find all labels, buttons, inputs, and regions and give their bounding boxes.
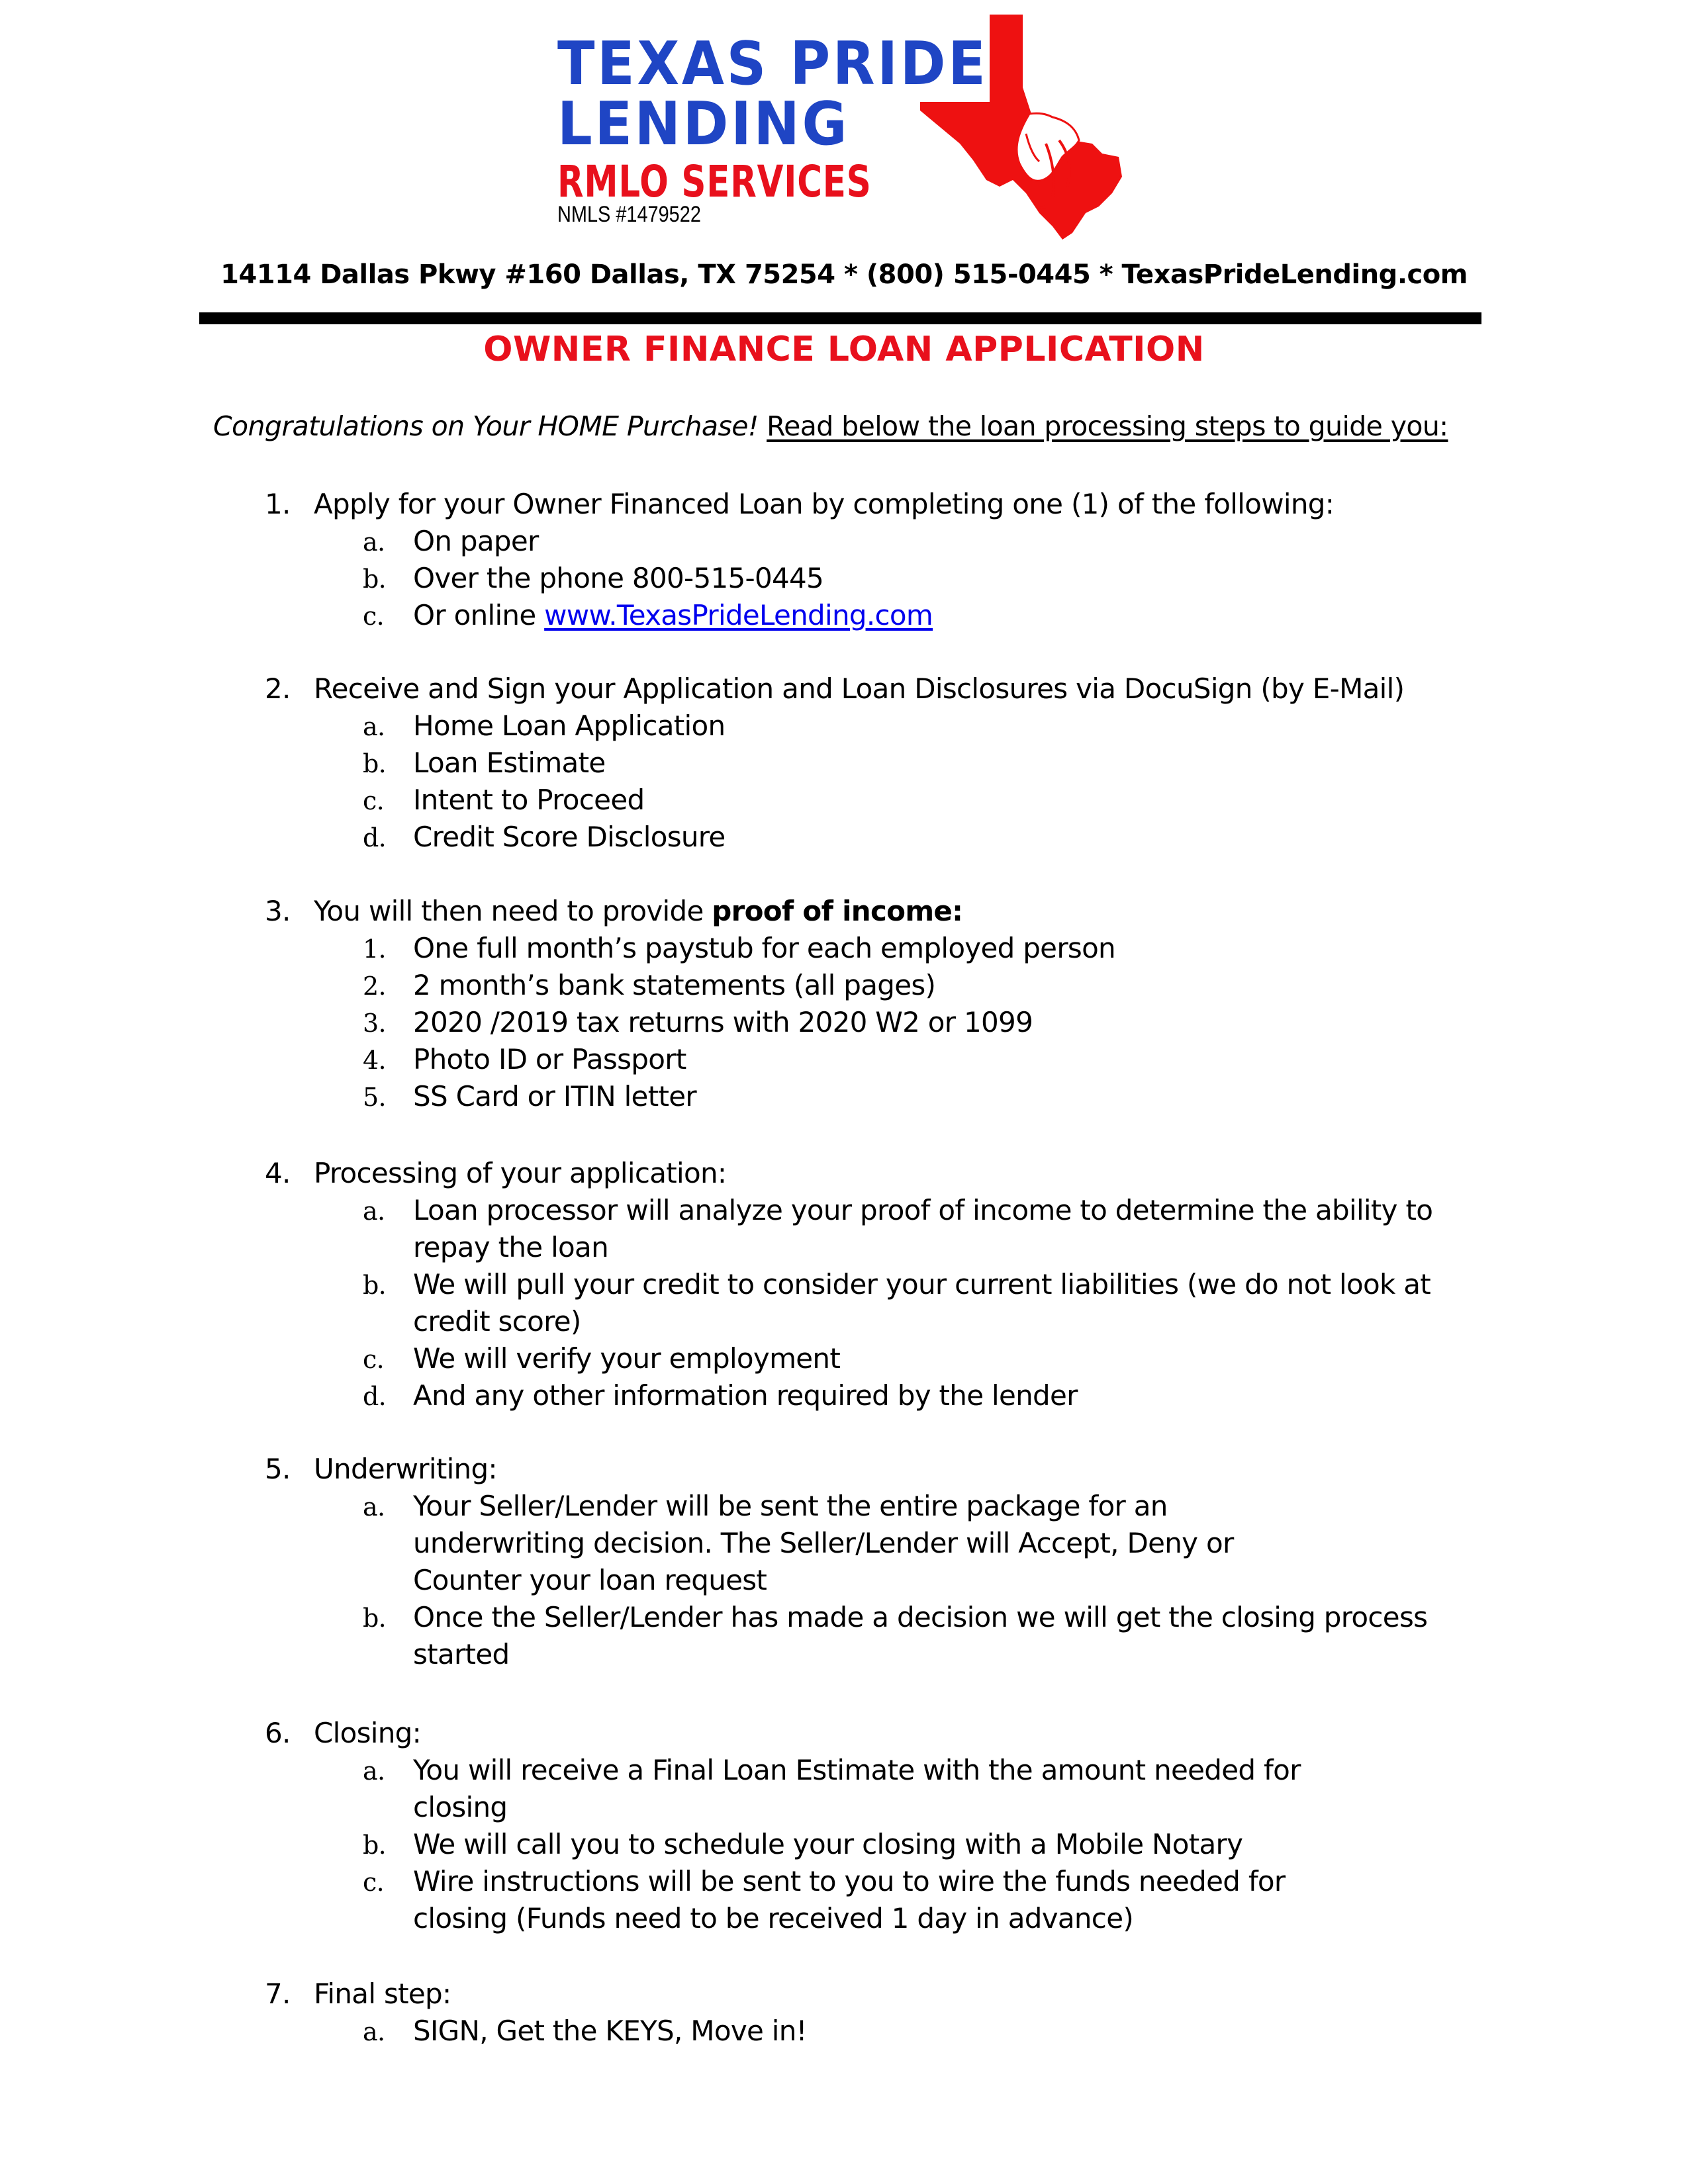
- list-item: [363, 1865, 1286, 1897]
- list-item: [363, 747, 605, 779]
- list-item: [363, 2015, 807, 2047]
- list-marker: c.: [363, 786, 384, 815]
- list-marker: b.: [363, 749, 387, 778]
- step-text: Closing:: [314, 1717, 422, 1749]
- step-text: You will then need to provide: [314, 895, 712, 927]
- step-number: 1.: [265, 488, 291, 520]
- list-item-text: 2020 /2019 tax returns with 2020 W2 or 1099: [413, 1006, 1033, 1038]
- list-item-continuation: Counter your loan request: [413, 1564, 767, 1596]
- step-heading: [265, 1453, 497, 1485]
- list-item-text: Photo ID or Passport: [413, 1043, 686, 1075]
- list-item-text: Wire instructions will be sent to you to wire the funds needed for: [413, 1865, 1286, 1897]
- list-marker: c.: [363, 1868, 384, 1897]
- list-item: [363, 562, 823, 594]
- list-item-text: Home Loan Application: [413, 709, 726, 742]
- list-item-text: We will verify your employment: [413, 1342, 841, 1375]
- step-number: 4.: [265, 1157, 291, 1189]
- intro-instructions: Read below the loan processing steps to guide you:: [767, 410, 1448, 442]
- list-item-text: We will pull your credit to consider your current liabilities (we do not look at: [413, 1268, 1431, 1300]
- list-item-text: SS Card or ITIN letter: [413, 1080, 696, 1113]
- step-text: Apply for your Owner Financed Loan by completing one (1) of the following:: [314, 488, 1335, 520]
- list-item-text: Credit Score Disclosure: [413, 821, 726, 853]
- step-number: 5.: [265, 1453, 291, 1485]
- list-item-continuation: started: [413, 1638, 510, 1670]
- list-marker: b.: [363, 1831, 387, 1860]
- intro-line: [213, 410, 1448, 442]
- list-item: [363, 1601, 1427, 1633]
- list-item: [363, 932, 1115, 964]
- step-number: 3.: [265, 895, 291, 927]
- list-marker: a.: [363, 1756, 385, 1786]
- step-text: Final step:: [314, 1978, 451, 2010]
- step-text: Receive and Sign your Application and Loan Disclosures via DocuSign (by E-Mail): [314, 672, 1405, 705]
- list-item-continuation: credit score): [413, 1305, 581, 1338]
- list-item-continuation: closing: [413, 1791, 508, 1823]
- step-text: Processing of your application:: [314, 1157, 727, 1189]
- list-item-text: Over the phone 800-515-0445: [413, 562, 824, 594]
- list-item-text: Or online: [413, 599, 545, 631]
- step-number: 6.: [265, 1717, 291, 1749]
- list-marker: c.: [363, 1345, 384, 1374]
- logo-line-rmlo-services: RMLO SERVICES: [557, 156, 872, 207]
- texas-handshake-icon: [920, 15, 1152, 240]
- step-number: 7.: [265, 1978, 291, 2010]
- list-item-text: We will call you to schedule your closing with a Mobile Notary: [413, 1828, 1243, 1860]
- list-marker: a.: [363, 1492, 385, 1522]
- list-item: [363, 1080, 696, 1113]
- list-item-text: Intent to Proceed: [413, 784, 645, 816]
- step-text: Underwriting:: [314, 1453, 497, 1485]
- list-item: [363, 1342, 840, 1375]
- step-number: 2.: [265, 672, 291, 705]
- step-heading: [265, 1717, 421, 1749]
- company-address: 14114 Dallas Pkwy #160 Dallas, TX 75254 * (800) 515-0445 * TexasPrideLending.com: [220, 259, 1468, 290]
- intro-congratulations: Congratulations on Your HOME Purchase!: [213, 410, 759, 442]
- list-marker: d.: [363, 823, 387, 852]
- list-marker: c.: [363, 602, 384, 631]
- list-marker: 1.: [363, 934, 386, 964]
- list-item: [363, 1194, 1432, 1226]
- list-item: [363, 969, 935, 1001]
- step-heading: [265, 895, 962, 927]
- list-item: [363, 525, 539, 557]
- list-item-text: And any other information required by the lender: [413, 1379, 1078, 1412]
- list-item: [363, 1006, 1033, 1038]
- nmls-number: NMLS #1479522: [557, 202, 701, 227]
- list-item-text: On paper: [413, 525, 539, 557]
- list-marker: 5.: [363, 1083, 386, 1112]
- list-item: [363, 821, 726, 853]
- page-title: OWNER FINANCE LOAN APPLICATION: [483, 330, 1205, 369]
- step-heading: [265, 488, 1334, 520]
- list-marker: a.: [363, 2017, 385, 2046]
- list-item-text: Your Seller/Lender will be sent the entire package for an: [413, 1490, 1168, 1522]
- list-item-text: Once the Seller/Lender has made a decision we will get the closing process: [413, 1601, 1428, 1633]
- list-item-text: 2 month’s bank statements (all pages): [413, 969, 936, 1001]
- list-marker: a.: [363, 712, 385, 741]
- step-heading: [265, 1157, 726, 1189]
- list-item-continuation: underwriting decision. The Seller/Lender will Accept, Deny or: [413, 1527, 1234, 1559]
- list-item: [363, 784, 644, 816]
- step-bold-text: proof of income:: [712, 895, 963, 927]
- list-item: [363, 1490, 1168, 1522]
- website-link[interactable]: www.TexasPrideLending.com: [544, 599, 933, 631]
- header-divider: [199, 312, 1481, 324]
- list-item-text: Loan processor will analyze your proof of income to determine the ability to: [413, 1194, 1433, 1226]
- list-marker: 2.: [363, 972, 386, 1001]
- list-item-text: SIGN, Get the KEYS, Move in!: [413, 2015, 807, 2047]
- list-item: [363, 1268, 1430, 1300]
- list-item: [363, 1828, 1243, 1860]
- list-item: [363, 1043, 686, 1075]
- list-marker: d.: [363, 1382, 387, 1411]
- logo-line-texas-pride: TEXAS PRIDE: [557, 29, 988, 99]
- list-item-text: You will receive a Final Loan Estimate with the amount needed for: [413, 1754, 1301, 1786]
- list-item: [363, 599, 933, 631]
- list-marker: a.: [363, 527, 385, 557]
- list-item: [363, 1379, 1078, 1412]
- list-marker: b.: [363, 565, 387, 594]
- list-item-continuation: closing (Funds need to be received 1 day in advance): [413, 1902, 1134, 1934]
- step-heading: [265, 1978, 451, 2010]
- list-marker: b.: [363, 1604, 387, 1633]
- list-marker: a.: [363, 1197, 385, 1226]
- list-marker: 3.: [363, 1009, 386, 1038]
- list-item-text: Loan Estimate: [413, 747, 606, 779]
- step-heading: [265, 672, 1404, 705]
- list-item-text: One full month’s paystub for each employed person: [413, 932, 1115, 964]
- list-marker: b.: [363, 1271, 387, 1300]
- list-item: [363, 1754, 1301, 1786]
- list-item-continuation: repay the loan: [413, 1231, 608, 1263]
- logo-line-lending: LENDING: [557, 89, 850, 159]
- list-marker: 4.: [363, 1046, 386, 1075]
- list-item: [363, 709, 725, 742]
